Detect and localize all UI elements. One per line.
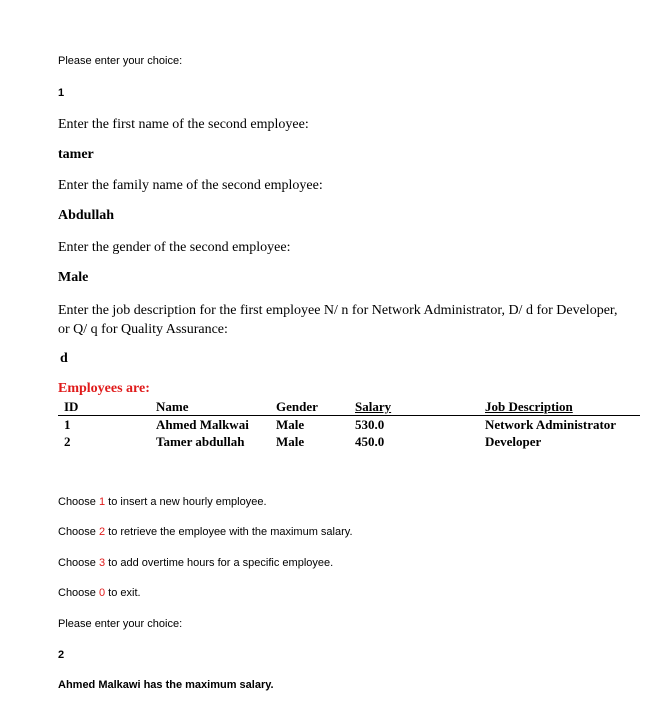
header-salary-label: Salary — [355, 398, 392, 414]
table-header-row — [58, 398, 640, 416]
header-gender: Gender — [276, 398, 355, 416]
question-first-name: Enter the first name of the second employee: — [58, 117, 309, 132]
menu-option-text: to exit. — [105, 587, 141, 599]
cell-name: Tamer abdullah — [156, 433, 245, 449]
employees-table — [58, 398, 640, 450]
menu-option-prefix: Choose — [58, 496, 99, 508]
answer-job-description: d — [60, 351, 68, 366]
menu-option-prefix: Choose — [58, 557, 99, 569]
menu-option-prefix: Choose — [58, 587, 99, 599]
question-family-name: Enter the family name of the second employee: — [58, 178, 323, 193]
table-row — [58, 416, 640, 434]
menu-option-number: 0 — [98, 587, 106, 599]
input-choice-1: 1 — [58, 87, 65, 99]
cell-job-description: Developer — [485, 433, 542, 449]
cell-job-description: Network Administrator — [485, 416, 617, 432]
employees-heading: Employees are: — [58, 381, 150, 396]
menu-option-exit — [58, 587, 141, 599]
menu-option-number: 3 — [98, 557, 106, 569]
menu-option-overtime — [58, 557, 333, 569]
input-choice-2: 2 — [58, 649, 65, 661]
menu-option-number: 1 — [98, 496, 106, 508]
menu-option-text: to add overtime hours for a specific employee. — [105, 557, 334, 569]
answer-family-name: Abdullah — [58, 208, 115, 223]
table-row — [58, 433, 640, 450]
menu-option-prefix: Choose — [58, 526, 99, 538]
header-name: Name — [156, 398, 276, 416]
menu-option-max-salary — [58, 526, 353, 538]
header-id: ID — [58, 398, 156, 416]
question-job-description: Enter the job description for the first employee N/ n for Network Administrator, D/ d for Developer, or Q/ q for Quality Assurance: — [58, 303, 618, 337]
answer-first-name: tamer — [58, 147, 94, 162]
header-salary — [355, 398, 485, 416]
header-job-label: Job Description — [485, 398, 573, 414]
menu-option-insert — [58, 496, 267, 508]
result-max-salary: Ahmed Malkawi has the maximum salary. — [58, 679, 274, 691]
prompt-enter-choice-2: Please enter your choice: — [58, 618, 183, 630]
cell-gender: Male — [276, 416, 305, 432]
menu-option-text: to insert a new hourly employee. — [105, 496, 267, 508]
cell-salary: 450.0 — [355, 433, 385, 449]
question-gender: Enter the gender of the second employee: — [58, 240, 291, 255]
header-job-description — [485, 398, 640, 416]
answer-gender: Male — [58, 270, 89, 285]
cell-name: Ahmed Malkwai — [156, 416, 249, 432]
cell-id: 1 — [64, 416, 71, 432]
menu-option-number: 2 — [98, 526, 106, 538]
menu-option-text: to retrieve the employee with the maximum salary. — [105, 526, 353, 538]
cell-gender: Male — [276, 433, 305, 449]
cell-salary: 530.0 — [355, 416, 385, 432]
prompt-enter-choice-1: Please enter your choice: — [58, 55, 183, 67]
cell-id: 2 — [64, 433, 71, 449]
